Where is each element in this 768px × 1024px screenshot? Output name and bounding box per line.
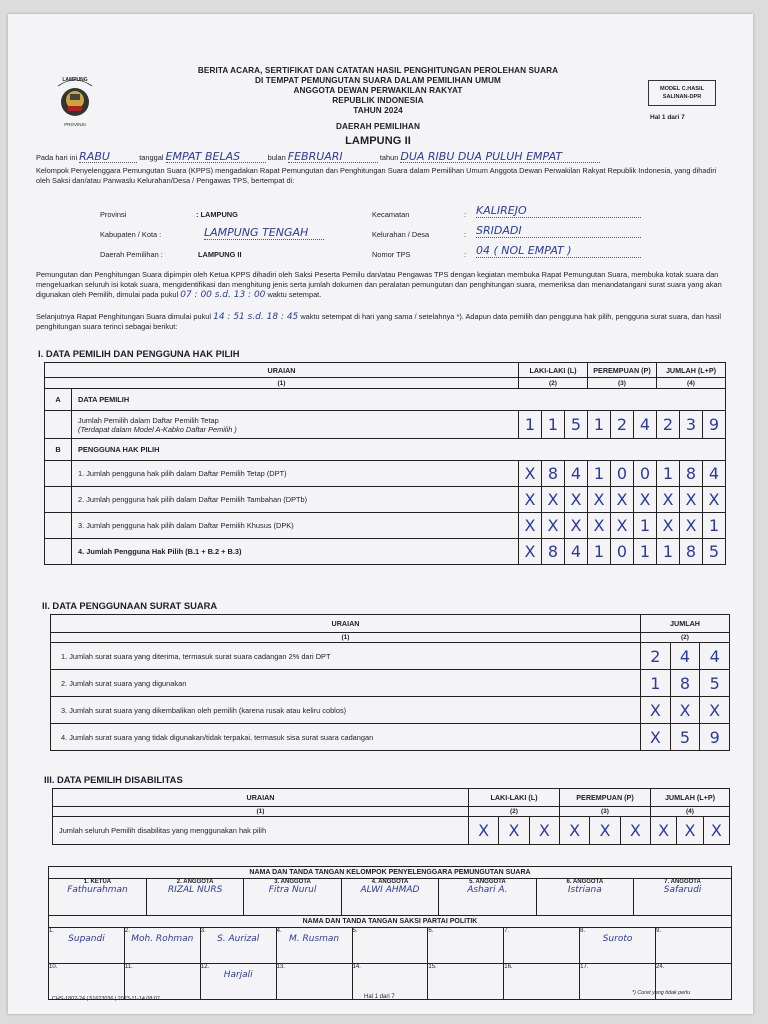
s3-cell: X <box>703 817 729 845</box>
saksi-cell <box>504 928 580 964</box>
b1-cell: 1 <box>588 461 611 487</box>
page-number: Hal 1 dari 7 <box>650 114 685 121</box>
section1-title: I. DATA PEMILIH DAN PENGGUNA HAK PILIH <box>38 348 240 359</box>
col-laki: LAKI-LAKI (L) <box>519 363 588 378</box>
provinsi-label: Provinsi <box>100 210 127 219</box>
model-line1: MODEL C.HASIL <box>659 86 705 92</box>
saksi-no: 15. <box>428 964 437 970</box>
b2-cell: X <box>657 487 680 513</box>
saksi-cell <box>580 928 656 964</box>
b3-cell: X <box>588 513 611 539</box>
kpps-role: 1. KETUA <box>83 879 112 885</box>
s3-cell: X <box>651 817 677 845</box>
saksi-no: 2. <box>124 928 130 934</box>
section3-title: III. DATA PEMILIH DISABILITAS <box>44 774 183 785</box>
a-cell: 2 <box>611 411 634 439</box>
s3-cell: X <box>529 817 559 845</box>
b2-cell: X <box>565 487 588 513</box>
s3-col-perempuan: PEREMPUAN (P) <box>560 789 651 807</box>
tahun-label: tahun <box>379 153 399 162</box>
kpps-signature: RIZAL NURS <box>167 885 223 895</box>
section1-table <box>44 362 726 565</box>
daerah-label: DAERAH PEMILIHAN <box>336 122 420 131</box>
dapil-label: Daerah Pemilihan : <box>100 250 163 259</box>
saksi-cell <box>276 964 352 1000</box>
kpps-signature: ALWI AHMAD <box>360 885 420 895</box>
row-a-empty <box>45 411 72 439</box>
svg-text:PROVINSI: PROVINSI <box>64 122 86 127</box>
model-line2: SALINAN-DPR <box>662 94 702 100</box>
saksi-cell <box>276 928 352 964</box>
saksi-no: 10. <box>49 964 58 970</box>
tanggal-value: EMPAT BELAS <box>166 152 266 163</box>
b3-cell: X <box>565 513 588 539</box>
s2-row3-label: 3. Jumlah surat suara yang dikembalikan oleh pemilih (karena rusak atau keliru coblos) <box>51 697 641 724</box>
s3-col-jumlah: JUMLAH (L+P) <box>651 789 730 807</box>
kpps-row <box>49 879 732 916</box>
bulan-value: FEBRUARI <box>288 152 378 163</box>
kabupaten-label: Kabupaten / Kota : <box>100 230 162 239</box>
saksi-no: 13. <box>276 964 285 970</box>
col-jumlah: JUMLAH (L+P) <box>657 363 726 378</box>
s3-num-2: (2) <box>469 807 560 817</box>
s2-num-2: (2) <box>641 633 730 643</box>
saksi-cell <box>656 928 732 964</box>
rapat-time: 07 : 00 s.d. 13 : 00 <box>180 290 266 300</box>
saksi-signature: Suroto <box>602 934 633 944</box>
s2-row3-cell: X <box>700 697 730 724</box>
kpps-cell <box>341 879 438 915</box>
tps-value: 04 ( NOL EMPAT ) <box>476 244 641 258</box>
signature-table <box>48 866 732 1000</box>
section2-table <box>50 614 730 751</box>
kpps-role: 3. ANGGOTA <box>274 879 311 885</box>
b1-cell: 0 <box>634 461 657 487</box>
b2-cell: X <box>611 487 634 513</box>
b2-cell: X <box>519 487 542 513</box>
col-num-4: (4) <box>657 378 726 389</box>
hari-value: RABU <box>79 152 137 163</box>
col-num-1: (1) <box>45 378 519 389</box>
saksi-no: 24. <box>656 964 665 970</box>
kecamatan-label: Kecamatan <box>372 210 410 219</box>
s2-col-jumlah: JUMLAH <box>641 615 730 633</box>
penghitungan-text-a: Selanjutnya Rapat Penghitungan Suara dimulai pukul <box>36 312 212 321</box>
col-perempuan: PEREMPUAN (P) <box>588 363 657 378</box>
saksi-cell <box>49 964 125 1000</box>
s3-cell: X <box>590 817 620 845</box>
saksi-cell <box>352 928 428 964</box>
row-a-label: A <box>45 389 72 411</box>
s3-cell: X <box>620 817 650 845</box>
s2-row3-cell: X <box>641 697 671 724</box>
header-line4: REPUBLIK INDONESIA <box>332 96 424 105</box>
s2-row1-cell: 4 <box>670 643 700 670</box>
saksi-cell <box>504 964 580 1000</box>
kpps-signature: Ashari A. <box>467 885 508 895</box>
saksi-title: NAMA DAN TANDA TANGAN SAKSI PARTAI POLITIK <box>49 916 732 928</box>
b3-cell: X <box>657 513 680 539</box>
b3-cell: X <box>519 513 542 539</box>
s3-num-1: (1) <box>53 807 469 817</box>
saksi-signature: Harjali <box>223 970 253 980</box>
kelurahan-label: Kelurahan / Desa <box>372 230 430 239</box>
model-box <box>648 80 716 106</box>
saksi-no: 5. <box>352 928 358 934</box>
b4-cell: X <box>519 539 542 565</box>
kpps-cell <box>439 879 536 915</box>
kpps-role: 6. ANGGOTA <box>566 879 604 885</box>
footer-note: *) Coret yang tidak perlu <box>632 990 691 996</box>
saksi-signature: Moh. Rohman <box>131 934 194 944</box>
a-cell: 4 <box>634 411 657 439</box>
kpps-cell <box>146 879 243 915</box>
rapat-end: waktu setempat. <box>267 290 322 299</box>
b3-cell: 1 <box>634 513 657 539</box>
s2-row2-label: 2. Jumlah surat suara yang digunakan <box>51 670 641 697</box>
colon: : <box>464 230 467 239</box>
kpps-signature: Istriana <box>567 885 602 895</box>
saksi-no: 4. <box>276 928 282 934</box>
saksi-no: 17. <box>580 964 589 970</box>
saksi-no: 16. <box>504 964 513 970</box>
saksi-cell <box>428 928 504 964</box>
kpps-cell <box>634 879 731 915</box>
s2-row4-cell: 5 <box>670 724 700 751</box>
s2-row4-cell: X <box>641 724 671 751</box>
footer-page: Hal 1 dari 7 <box>364 994 395 1000</box>
pada-hari-label: Pada hari ini <box>36 153 78 162</box>
b1-cell: 0 <box>611 461 634 487</box>
row-b3-empty <box>45 513 72 539</box>
tanggal-label: tanggal <box>139 153 164 162</box>
kpps-role: 5. ANGGOTA <box>469 879 506 885</box>
row-b1-label: 1. Jumlah pengguna hak pilih dalam Daftar Pemilih Tetap (DPT) <box>72 461 519 487</box>
s3-cell: X <box>560 817 590 845</box>
saksi-no: 6. <box>428 928 434 934</box>
kpu-logo <box>50 72 100 130</box>
s2-num-1: (1) <box>51 633 641 643</box>
col-num-3: (3) <box>588 378 657 389</box>
section3-table <box>52 788 730 845</box>
row-a-label-note: (Terdapat dalam Model A-Kabko Daftar Pemilih ) <box>78 424 237 434</box>
b3-cell: X <box>611 513 634 539</box>
intro-line <box>36 152 736 163</box>
s3-row-label: Jumlah seluruh Pemilih disabilitas yang menggunakan hak pilih <box>53 817 469 845</box>
b4-cell: 4 <box>565 539 588 565</box>
s2-col-uraian: URAIAN <box>51 615 641 633</box>
saksi-no: 1. <box>49 928 55 934</box>
a-cell: 3 <box>680 411 703 439</box>
b3-cell: X <box>542 513 565 539</box>
s3-cell: X <box>677 817 703 845</box>
s2-row4-cell: 9 <box>700 724 730 751</box>
b3-cell: 1 <box>703 513 726 539</box>
penghitungan-paragraph <box>36 312 726 332</box>
kpps-title: NAMA DAN TANDA TANGAN KELOMPOK PENYELENGGARA PEMUNGUTAN SUARA <box>49 867 732 879</box>
colon: : <box>464 210 467 219</box>
daerah-value: LAMPUNG II <box>345 135 411 147</box>
saksi-cell <box>124 964 200 1000</box>
b4-cell: 8 <box>542 539 565 565</box>
saksi-cell <box>49 928 125 964</box>
colon: : <box>464 250 467 259</box>
kpps-cell <box>49 879 146 915</box>
saksi-no: 7. <box>504 928 510 934</box>
kpps-role: 4. ANGGOTA <box>371 879 409 885</box>
kpps-role: 2. ANGGOTA <box>176 879 214 885</box>
row-b1-empty <box>45 461 72 487</box>
b1-cell: 1 <box>657 461 680 487</box>
rapat-text: Pemungutan dan Penghitungan Suara dipimpin oleh Ketua KPPS dihadiri oleh Saksi Peserta Pemilu dan/atau Pengawas TPS dengan kegiatan membuka Rapat Pemungutan Suara, membuka kotak suara dan mengeluarkan seluruh isi kotak suara, mengidentifikasi dan menghitung jenis serta jumlah dokumen dan peralatan pemungutan dan penghitungan suara, memeriksa dan menandatangani surat suara yang akan digunakan oleh Pemilih, dimulai pada pukul <box>36 270 722 299</box>
form-paper <box>8 14 753 1014</box>
footer-code: CHS-1802-24 | 51623036 | 2023-11-14 08:07 <box>52 996 160 1002</box>
row-b4-label: 4. Jumlah Pengguna Hak Pilih (B.1 + B.2 + B.3) <box>72 539 519 565</box>
s3-num-4: (4) <box>651 807 730 817</box>
s2-row1-cell: 2 <box>641 643 671 670</box>
saksi-signature: Supandi <box>68 934 105 944</box>
saksi-no: 14. <box>352 964 361 970</box>
kabupaten-value: LAMPUNG TENGAH <box>204 226 324 240</box>
row-a-title: DATA PEMILIH <box>72 389 726 411</box>
saksi-signature: M. Rusman <box>289 934 340 944</box>
a-cell: 5 <box>565 411 588 439</box>
b2-cell: X <box>542 487 565 513</box>
s2-row3-cell: X <box>670 697 700 724</box>
kpps-signature: Fitra Nurul <box>268 885 317 895</box>
b1-cell: 8 <box>680 461 703 487</box>
tahun-value: DUA RIBU DUA PULUH EMPAT <box>400 152 600 163</box>
a-cell: 1 <box>542 411 565 439</box>
bulan-label: bulan <box>267 153 286 162</box>
b2-cell: X <box>634 487 657 513</box>
a-cell: 9 <box>703 411 726 439</box>
saksi-no: 12. <box>200 964 210 970</box>
a-cell: 1 <box>588 411 611 439</box>
header-line5: TAHUN 2024 <box>353 106 403 115</box>
b4-cell: 1 <box>657 539 680 565</box>
s3-cell: X <box>499 817 529 845</box>
s2-row2-cell: 1 <box>641 670 671 697</box>
rapat-paragraph <box>36 270 726 300</box>
s3-num-3: (3) <box>560 807 651 817</box>
b4-cell: 8 <box>680 539 703 565</box>
saksi-signature: S. Aurizal <box>217 934 260 944</box>
row-a-text <box>72 411 519 439</box>
saksi-no: 11. <box>124 964 133 970</box>
col-uraian: URAIAN <box>45 363 519 378</box>
kpps-role: 7. ANGGOTA <box>664 879 701 885</box>
header-line1: BERITA ACARA, SERTIFIKAT DAN CATATAN HASIL PENGHITUNGAN PEROLEHAN SUARA <box>197 66 559 75</box>
kpps-signature: Safarudi <box>663 885 702 895</box>
penghitungan-text-b: waktu setempat di hari yang sama / setelahnya *). Adapun data pemilih dan pengguna hak pilih, pengguna surat suara, dan hasil penghitungan suara terinci sebagai berikut: <box>36 312 722 331</box>
a-cell: 2 <box>657 411 680 439</box>
s3-col-laki: LAKI-LAKI (L) <box>469 789 560 807</box>
row-b2-label: 2. Jumlah pengguna hak pilih dalam Daftar Pemilih Tambahan (DPTb) <box>72 487 519 513</box>
s2-row2-cell: 5 <box>700 670 730 697</box>
provinsi-value: : LAMPUNG <box>196 210 238 219</box>
saksi-cell <box>428 964 504 1000</box>
b4-cell: 1 <box>634 539 657 565</box>
penghitungan-time: 14 : 51 s.d. 18 : 45 <box>213 312 299 322</box>
b1-cell: 4 <box>565 461 588 487</box>
b2-cell: X <box>588 487 611 513</box>
dapil-value: LAMPUNG II <box>198 250 242 259</box>
s2-row1-cell: 4 <box>700 643 730 670</box>
kpps-signature: Fathurahman <box>67 885 128 895</box>
s2-row4-label: 4. Jumlah surat suara yang tidak digunakan/tidak terpakai, termasuk sisa surat suara cadangan <box>51 724 641 751</box>
b4-cell: 5 <box>703 539 726 565</box>
document-header <box>158 66 598 148</box>
kpps-inner-table <box>49 879 731 915</box>
row-b3-label: 3. Jumlah pengguna hak pilih dalam Daftar Pemilih Khusus (DPK) <box>72 513 519 539</box>
saksi-cell <box>200 928 276 964</box>
a-cell: 1 <box>519 411 542 439</box>
b4-cell: 0 <box>611 539 634 565</box>
s2-row1-label: 1. Jumlah surat suara yang diterima, termasuk surat suara cadangan 2% dari DPT <box>51 643 641 670</box>
section2-title: II. DATA PENGGUNAAN SURAT SUARA <box>42 600 218 611</box>
b3-cell: X <box>680 513 703 539</box>
b1-cell: 8 <box>542 461 565 487</box>
row-b-label: B <box>45 439 72 461</box>
intro-paragraph: Kelompok Penyelenggara Pemungutan Suara (KPPS) mengadakan Rapat Pemungutan dan Penghitungan Suara dalam Pemilihan Umum Anggota Dewan Perwakilan Rakyat Republik Indonesia, yang dihadiri oleh Saksi dan/atau Panwaslu Kelurahan/Desa / Pengawas TPS, bertempat di: <box>36 166 717 185</box>
b4-cell: 1 <box>588 539 611 565</box>
header-line2: DI TEMPAT PEMUNGUTAN SUARA DALAM PEMILIHAN UMUM <box>255 76 501 85</box>
svg-text:LAMPUNG: LAMPUNG <box>62 77 88 83</box>
kpps-cell <box>536 879 633 915</box>
row-a-label-main: Jumlah Pemilih dalam Daftar Pemilih Tetap <box>78 415 219 425</box>
b2-cell: X <box>680 487 703 513</box>
kecamatan-value: KALIREJO <box>476 204 641 218</box>
s3-col-uraian: URAIAN <box>53 789 469 807</box>
saksi-cell <box>124 928 200 964</box>
s2-row2-cell: 8 <box>670 670 700 697</box>
row-b-title: PENGGUNA HAK PILIH <box>72 439 726 461</box>
b2-cell: X <box>703 487 726 513</box>
s3-cell: X <box>469 817 499 845</box>
tps-label: Nomor TPS <box>372 250 411 259</box>
saksi-no: 8. <box>580 928 586 934</box>
col-num-2: (2) <box>519 378 588 389</box>
b1-cell: 4 <box>703 461 726 487</box>
b1-cell: X <box>519 461 542 487</box>
saksi-cell <box>200 964 276 1000</box>
header-line3: ANGGOTA DEWAN PERWAKILAN RAKYAT <box>293 86 463 95</box>
saksi-no: 9. <box>656 928 662 934</box>
saksi-no: 3. <box>200 928 206 934</box>
kelurahan-value: SRIDADI <box>476 224 641 238</box>
kpps-cell <box>244 879 341 915</box>
row-b4-empty <box>45 539 72 565</box>
row-b2-empty <box>45 487 72 513</box>
